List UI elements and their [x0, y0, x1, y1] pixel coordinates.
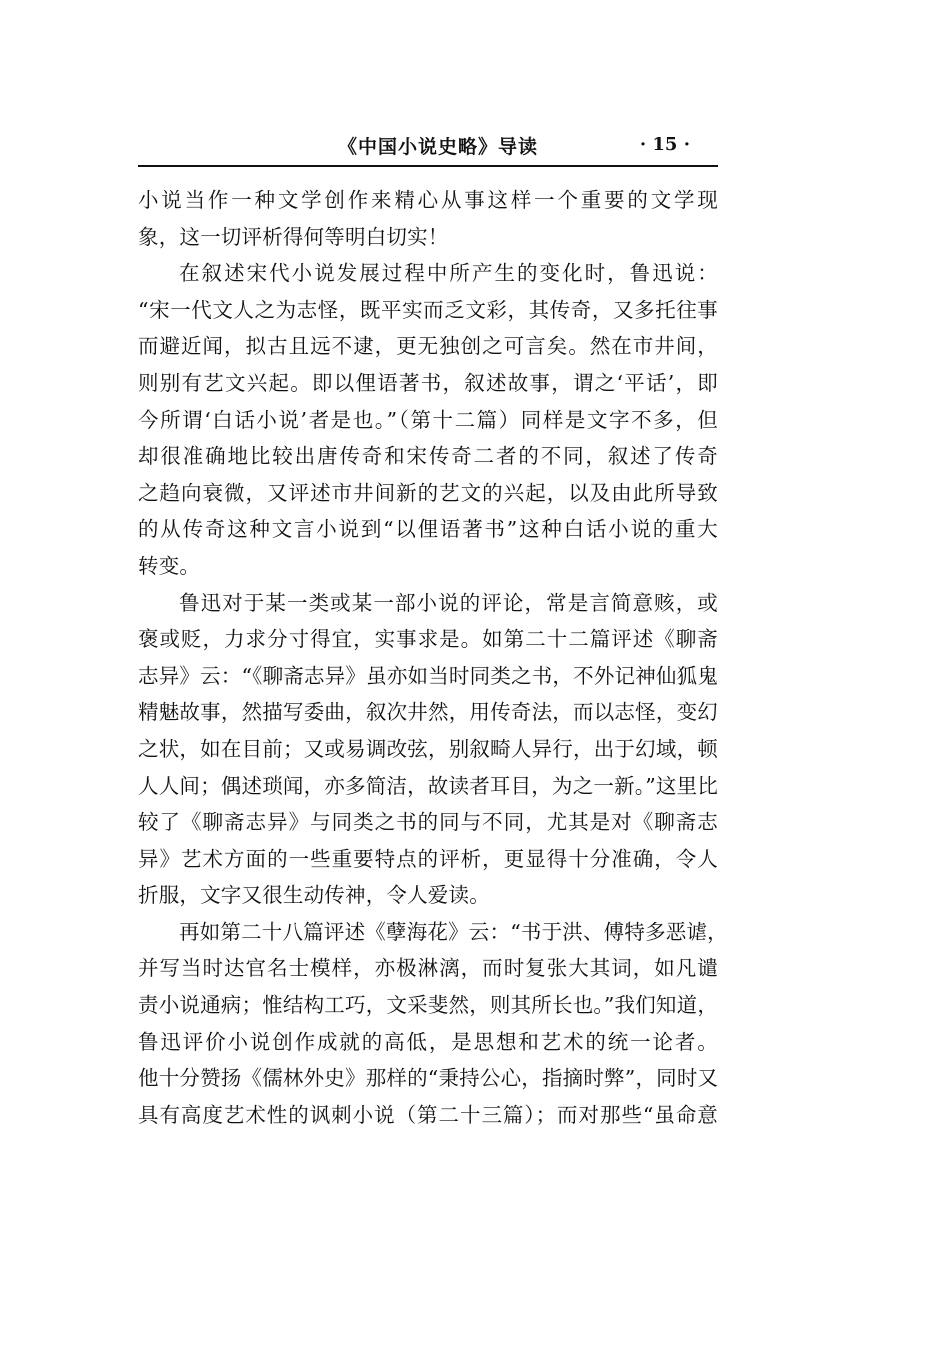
text-line: 鲁迅对于某一类或某一部小说的评论，常是言简意赅，或 — [179, 590, 718, 615]
text-line: 褒或贬，力求分寸得宜，实事求是。如第二十二篇评述《聊斋 — [138, 627, 718, 652]
text-line: 责小说通病；惟结构工巧，文采斐然，则其所长也。”我们知道， — [138, 993, 719, 1018]
text-line: 却很准确地比较出唐传奇和宋传奇二者的不同，叙述了传奇 — [138, 444, 718, 469]
header-rule — [138, 165, 718, 167]
text-line: 的从传奇这种文言小说到“以俚语著书”这种白话小说的重大 — [138, 517, 718, 542]
text-line: 精魅故事，然描写委曲，叙次井然，用传奇法，而以志怪，变幻 — [138, 700, 718, 725]
text-line: 小说当作一种文学创作来精心从事这样一个重要的文学现 — [138, 188, 718, 212]
text-line: 再如第二十八篇评述《孽海花》云：“书于洪、傅特多恶谑， — [179, 919, 728, 944]
text-line: 人人间；偶述琐闻，亦多简洁，故读者耳目，为之一新。”这里比 — [138, 773, 719, 798]
body-text — [138, 182, 728, 1133]
text-line: 鲁迅评价小说创作成就的高低，是思想和艺术的统一论者。 — [138, 1029, 718, 1054]
text-line: 在叙述宋代小说发展过程中所产生的变化时，鲁迅说： — [179, 261, 718, 286]
text-line: 并写当时达官名士模样，亦极淋漓，而时复张大其词，如凡谴 — [138, 956, 718, 981]
text-line: 而避近闻，拟古且远不逮，更无独创之可言矣。然在市井间， — [138, 334, 718, 359]
text-line: 今所谓‘白话小说’者是也。”（第十二篇）同样是文字不多，但 — [138, 407, 718, 432]
text-line: 他十分赞扬《儒林外史》那样的“秉持公心，指摘时弊”，同时又 — [138, 1066, 719, 1091]
text-line: 折服，文字又很生动传神，令人爱读。 — [138, 883, 490, 908]
running-title: 《中国小说史略》导读 — [338, 136, 539, 158]
text-line: 之状，如在目前；又或易调改弦，别叙畸人异行，出于幻域，顿 — [138, 736, 718, 761]
text-line: 象，这一切评析得何等明白切实！ — [138, 224, 449, 249]
text-line: 之趋向衰微，又评述市井间新的艺文的兴起，以及由此所导致 — [138, 480, 718, 505]
running-header — [138, 128, 718, 164]
text-line: 较了《聊斋志异》与同类之书的同与不同，尤其是对《聊斋志 — [138, 810, 718, 835]
text-line: 具有高度艺术性的讽刺小说（第二十三篇）；而对那些“虽命意 — [138, 1102, 718, 1127]
text-line: 志异》云：“《聊斋志异》虽亦如当时同类之书，不外记神仙狐鬼 — [138, 663, 719, 688]
text-line: “宋一代文人之为志怪，既平实而乏文彩，其传奇，又多托往事 — [138, 297, 718, 322]
page-number: · 15 · — [639, 134, 690, 155]
text-line: 转变。 — [138, 553, 201, 578]
text-line: 则别有艺文兴起。即以俚语著书，叙述故事，谓之‘平话’，即 — [138, 370, 718, 395]
text-line: 异》艺术方面的一些重要特点的评析，更显得十分准确，令人 — [138, 846, 718, 871]
